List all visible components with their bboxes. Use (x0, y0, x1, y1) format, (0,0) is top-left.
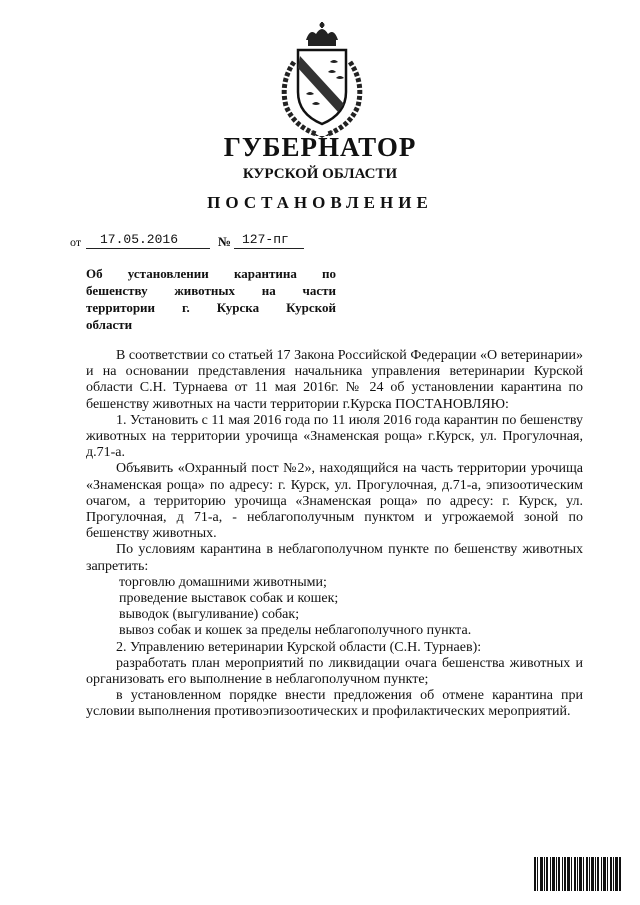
paragraph-1: 1. Установить с 11 мая 2016 года по 11 июля 2016 года карантин по бешенству животных на территории урочища «Знаменская роща» г.Курск, ул. Прогулочная, д.71-а. (86, 412, 583, 461)
subject-line: бешенству животных на части (86, 283, 336, 298)
date-prefix: от (70, 235, 82, 249)
subject-line: территории г. Курска Курской (86, 300, 336, 315)
paragraph-4: 2. Управлению ветеринарии Курской области (С.Н. Турнаев): (116, 639, 482, 655)
document-type: ПОСТАНОВЛЕНИЕ (207, 193, 433, 212)
list-item: вывоз собак и кошек за пределы неблагополучного пункта. (119, 623, 472, 639)
list-item: проведение выставок собак и кошек; (119, 591, 339, 607)
subject-heading (86, 265, 336, 333)
document-body (86, 348, 583, 721)
document-number: 127-пг (242, 232, 289, 247)
list-item: выводок (выгуливание) собак; (119, 607, 300, 623)
paragraph-2: Объявить «Охранный пост №2», находящийся на часть территории урочища «Знаменская роща» по адресу: г. Курск, ул. Прогулочная, д.71-а, эпизоотическим очагом, а территорию урочища «Знаменская роща» по адресу: г. Курск, ул. Прогулочная, д 71-а, - неблагополучным пунктом и угрожаемой зоной по бешенству животных. (86, 461, 583, 542)
barcode (534, 857, 622, 891)
subject-line: области (86, 317, 133, 332)
coat-of-arms-emblem (272, 22, 372, 140)
number-sign: № (218, 234, 232, 249)
date-underline (86, 248, 210, 249)
list-item: торговлю домашними животными; (119, 574, 327, 590)
paragraph-3: По условиям карантина в неблагополучном пункте по бешенству животных запретить: (86, 542, 583, 574)
subject-line: Об установлении карантина по (86, 266, 336, 281)
document-date: 17.05.2016 (100, 232, 179, 247)
paragraph-6: в установленном порядке внести предложения об отмене карантина при условии выполнения противоэпизоотических и профилактических мероприятий. (86, 688, 583, 720)
region-title: КУРСКОЙ ОБЛАСТИ (242, 166, 398, 182)
number-underline (234, 248, 304, 249)
intro-paragraph: В соответствии со статьей 17 Закона Российской Федерации «О ветеринарии» и на основании представления начальника управления ветеринарии Курской области С.Н. Турнаева от 11 мая 2016г. № 24 об установлении карантина по бешенству животных на части территории г.Курска ПОСТАНОВЛЯЮ: (86, 348, 583, 412)
document-title: ГУБЕРНАТОР (223, 132, 417, 162)
paragraph-5: разработать план мероприятий по ликвидации очага бешенства животных и организовать его выполнение в неблагополучном пункте; (86, 655, 583, 688)
